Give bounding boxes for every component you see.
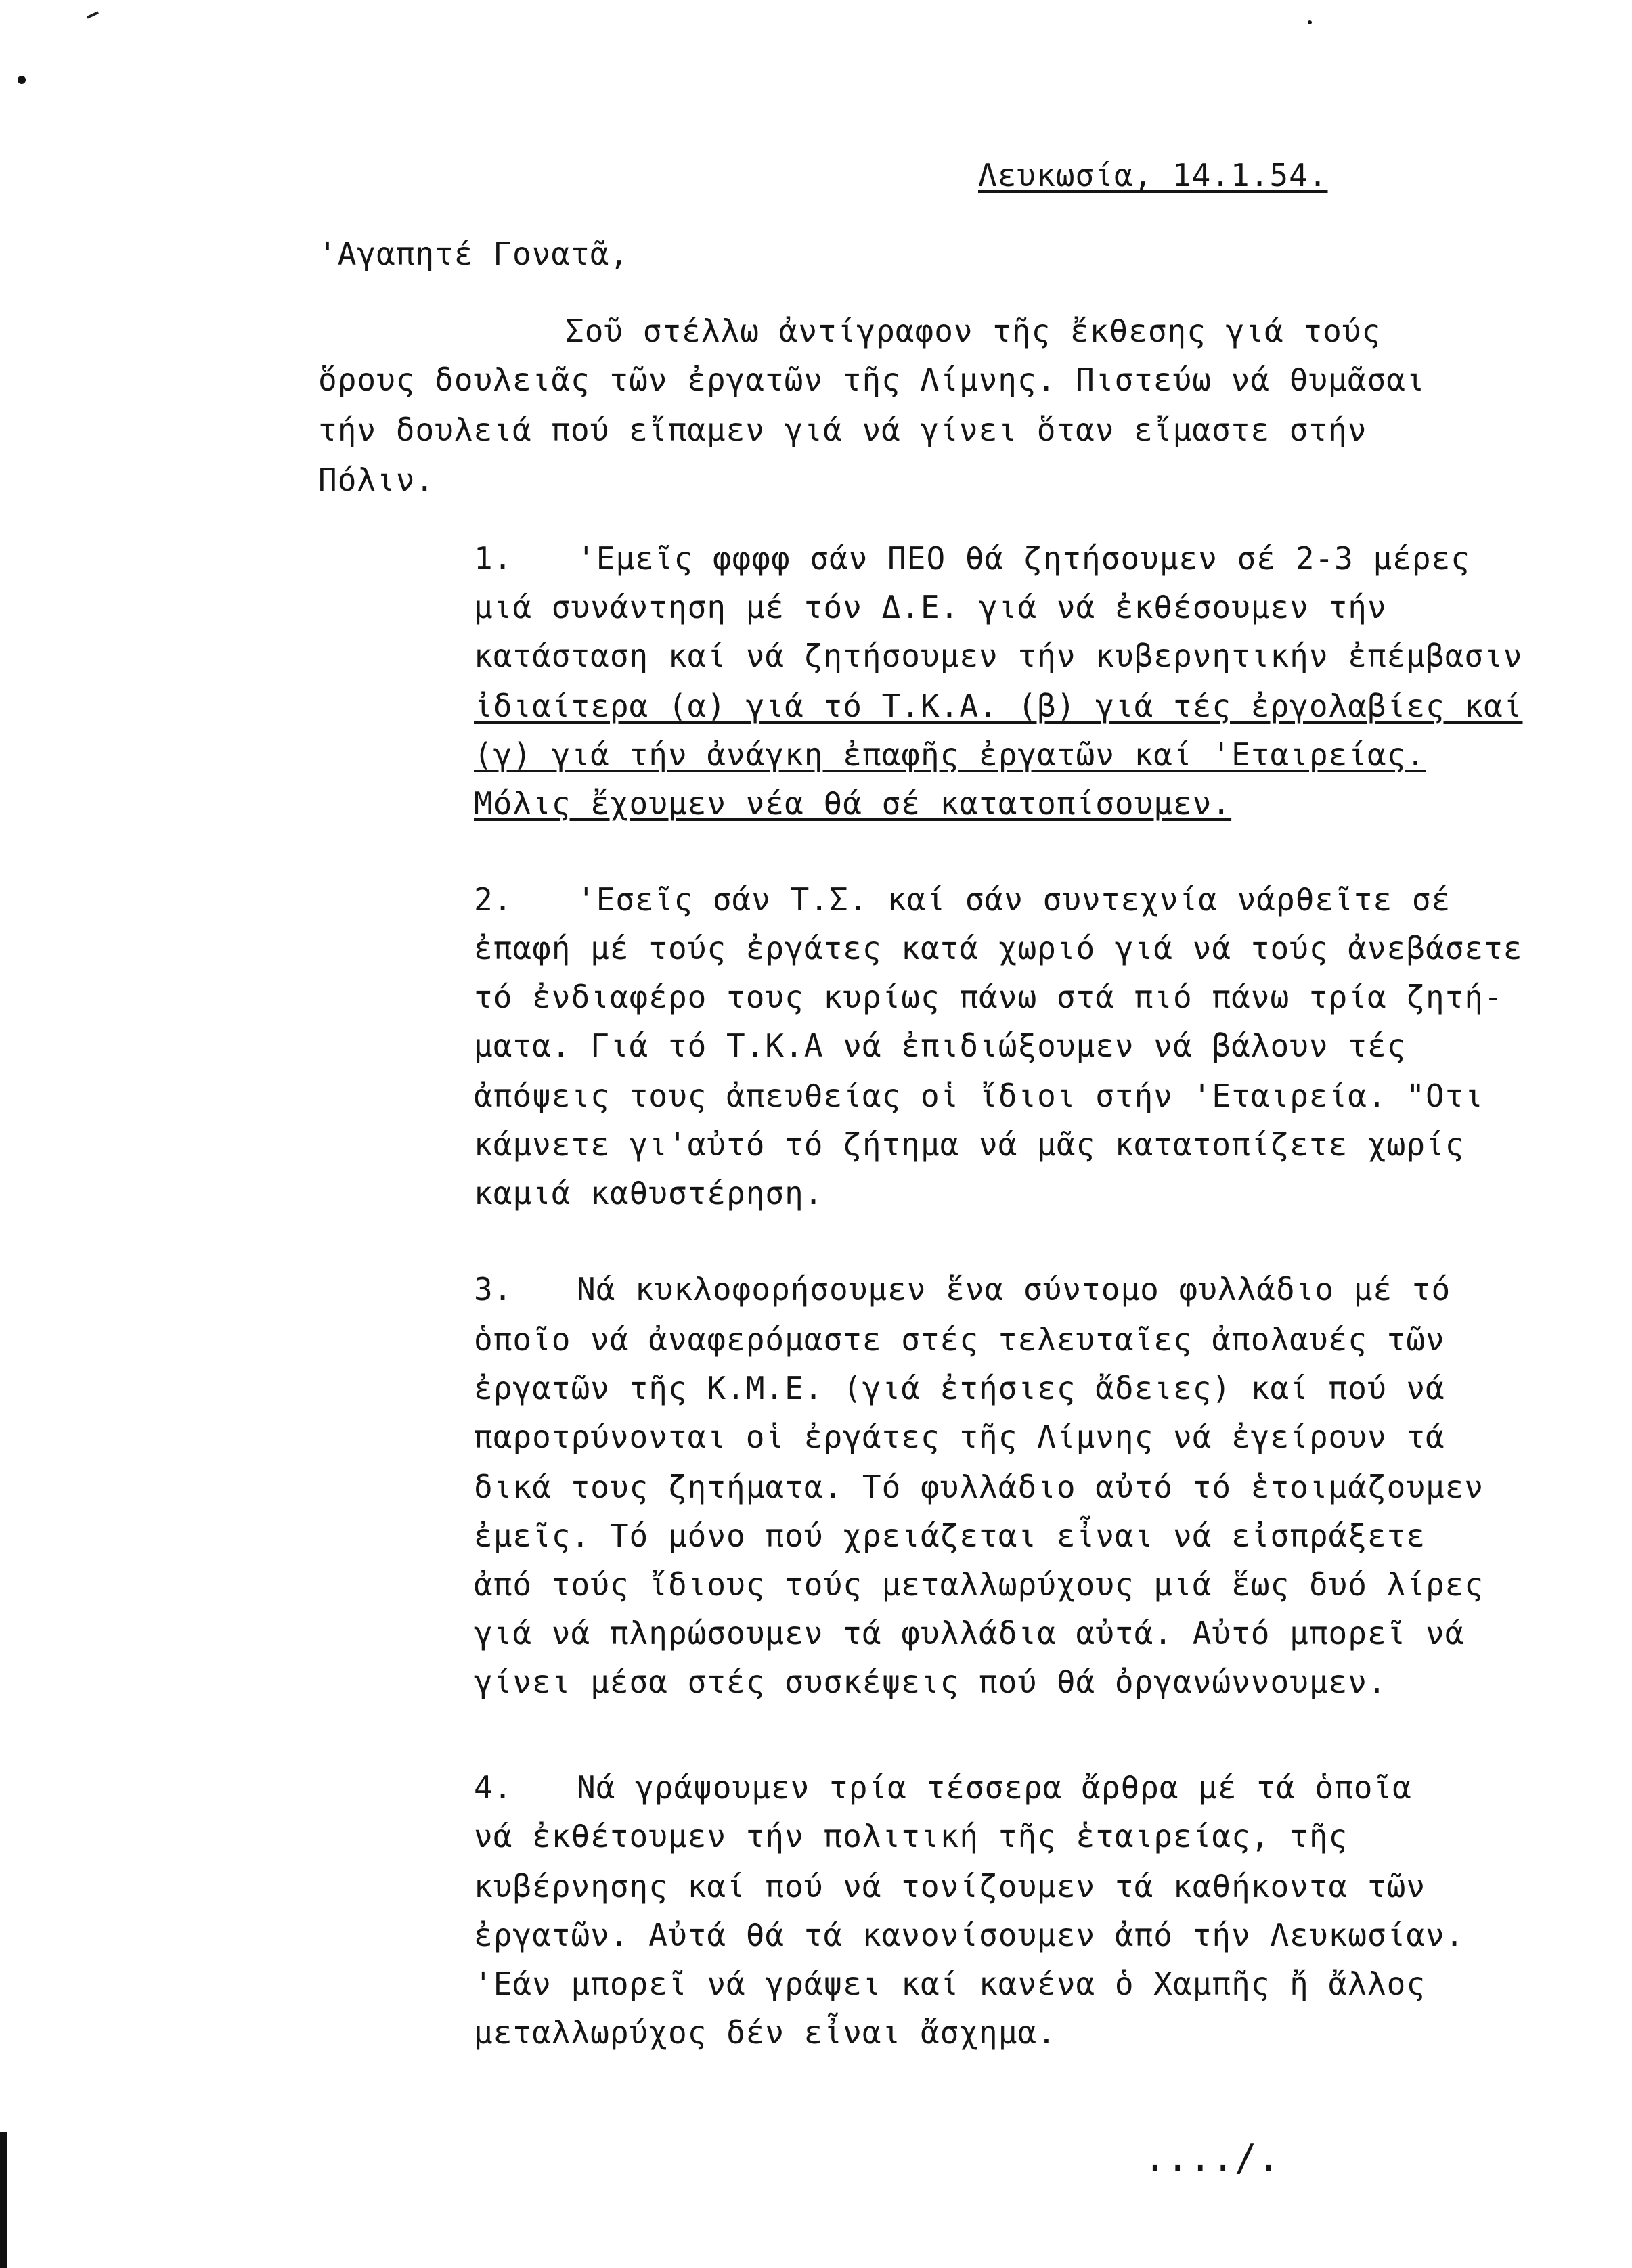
intro-line: Πόλιν. — [318, 462, 435, 498]
point-number: 1. — [474, 540, 513, 577]
point-line: μεταλλωρύχος δέν εἶναι ἄσχημα. — [474, 2014, 1057, 2051]
point-line: παροτρύνονται οἱ ἐργάτες τῆς Λίμνης νά ἐγείρουν τά — [474, 1419, 1445, 1455]
intro-line: Σοῦ στέλλω ἀντίγραφον τῆς ἔκθεσης γιά τούς — [565, 313, 1382, 349]
point-line-underlined: ἰδιαίτερα (α) γιά τό Τ.Κ.Α. (β) γιά τές ἐργολαβίες καί — [474, 688, 1523, 724]
point-line: νά ἐκθέτουμεν τήν πολιτική τῆς ἑταιρείας, τῆς — [474, 1818, 1348, 1854]
point-line: κυβέρνησης καί πού νά τονίζουμεν τά καθήκοντα τῶν — [474, 1868, 1426, 1905]
point-line: ἐργατῶν τῆς Κ.Μ.Ε. (γιά ἐτήσιες ἄδειες) καί πού νά — [474, 1370, 1445, 1406]
point-line: ἐργατῶν. Αὐτά θά τά κανονίσουμεν ἀπό τήν Λευκωσίαν. — [474, 1917, 1465, 1953]
point-line: γιά νά πληρώσουμεν τά φυλλάδια αὐτά. Αὐτό μπορεῖ νά — [474, 1615, 1465, 1651]
point-line: ἀπόψεις τους ἀπευθείας οἱ ἴδιοι στήν 'Εταιρεία. "Οτι — [474, 1077, 1484, 1114]
point-line: ἀπό τούς ἴδιους τούς μεταλλωρύχους μιά ἕως δυό λίρες — [474, 1566, 1484, 1603]
continuation-mark: ..../. — [1144, 2137, 1281, 2179]
point-line: κάμνετε γι'αὐτό τό ζήτημα νά μᾶς κατατοπίζετε χωρίς — [474, 1126, 1465, 1163]
scan-edge-mark — [0, 2132, 7, 2268]
point-line: Νά κυκλοφορήσουμεν ἕνα σύντομο φυλλάδιο μέ τό — [577, 1271, 1451, 1308]
ink-mark — [87, 11, 99, 18]
point-line: Νά γράψουμεν τρία τέσσερα ἄρθρα μέ τά ὁποῖα — [577, 1769, 1412, 1806]
point-number: 2. — [474, 881, 513, 918]
salutation: 'Αγαπητέ Γονατᾶ, — [318, 236, 630, 272]
point-line: ἐπαφή μέ τούς ἐργάτες κατά χωριό γιά νά τούς ἀνεβάσετε — [474, 930, 1523, 966]
point-line-underlined: Μόλις ἔχουμεν νέα θά σέ κατατοπίσουμεν. — [474, 785, 1232, 822]
point-number: 4. — [474, 1769, 513, 1806]
point-line: τό ἐνδιαφέρο τους κυρίως πάνω στά πιό πάνω τρία ζητή- — [474, 979, 1503, 1015]
point-line: δικά τους ζητήματα. Τό φυλλάδιο αὐτό τό ἑτοιμάζουμεν — [474, 1469, 1484, 1505]
point-line-underlined: (γ) γιά τήν ἀνάγκη ἐπαφῆς ἐργατῶν καί 'Εταιρείας. — [474, 736, 1426, 773]
intro-line: τήν δουλειά πού εἴπαμεν γιά νά γίνει ὅταν εἴμαστε στήν — [318, 412, 1367, 448]
ink-speck — [1308, 20, 1312, 24]
intro-line: ὅρους δουλειᾶς τῶν ἐργατῶν τῆς Λίμνης. Πιστεύω νά θυμᾶσαι — [318, 361, 1426, 398]
point-line: 'Εσεῖς σάν Τ.Σ. καί σάν συντεχνία νάρθεῖτε σέ — [577, 881, 1451, 918]
point-number: 3. — [474, 1271, 513, 1308]
point-line: γίνει μέσα στές συσκέψεις πού θά ὀργανώννουμεν. — [474, 1664, 1387, 1700]
point-line: 'Εάν μπορεῖ νά γράψει καί κανένα ὁ Χαμπῆς ἤ ἄλλος — [474, 1965, 1426, 2002]
point-line: 'Εμεῖς φφφφ σάν ΠΕΟ θά ζητήσουμεν σέ 2-3 μέρες — [577, 540, 1470, 577]
ink-speck — [18, 76, 26, 84]
point-line: ματα. Γιά τό Τ.Κ.Α νά ἐπιδιώξουμεν νά βάλουν τές — [474, 1027, 1407, 1064]
point-line: ἐμεῖς. Τό μόνο πού χρειάζεται εἶναι νά εἰσπράξετε — [474, 1517, 1426, 1554]
point-line: καμιά καθυστέρηση. — [474, 1175, 824, 1211]
point-line: ὁποῖο νά ἀναφερόμαστε στές τελευταῖες ἀπολαυές τῶν — [474, 1321, 1445, 1358]
point-line: κατάσταση καί νά ζητήσουμεν τήν κυβερνητικήν ἐπέμβασιν — [474, 638, 1523, 674]
place-date: Λευκωσία, 14.1.54. — [978, 157, 1328, 194]
point-line: μιά συνάντηση μέ τόν Δ.Ε. γιά νά ἐκθέσουμεν τήν — [474, 589, 1387, 625]
